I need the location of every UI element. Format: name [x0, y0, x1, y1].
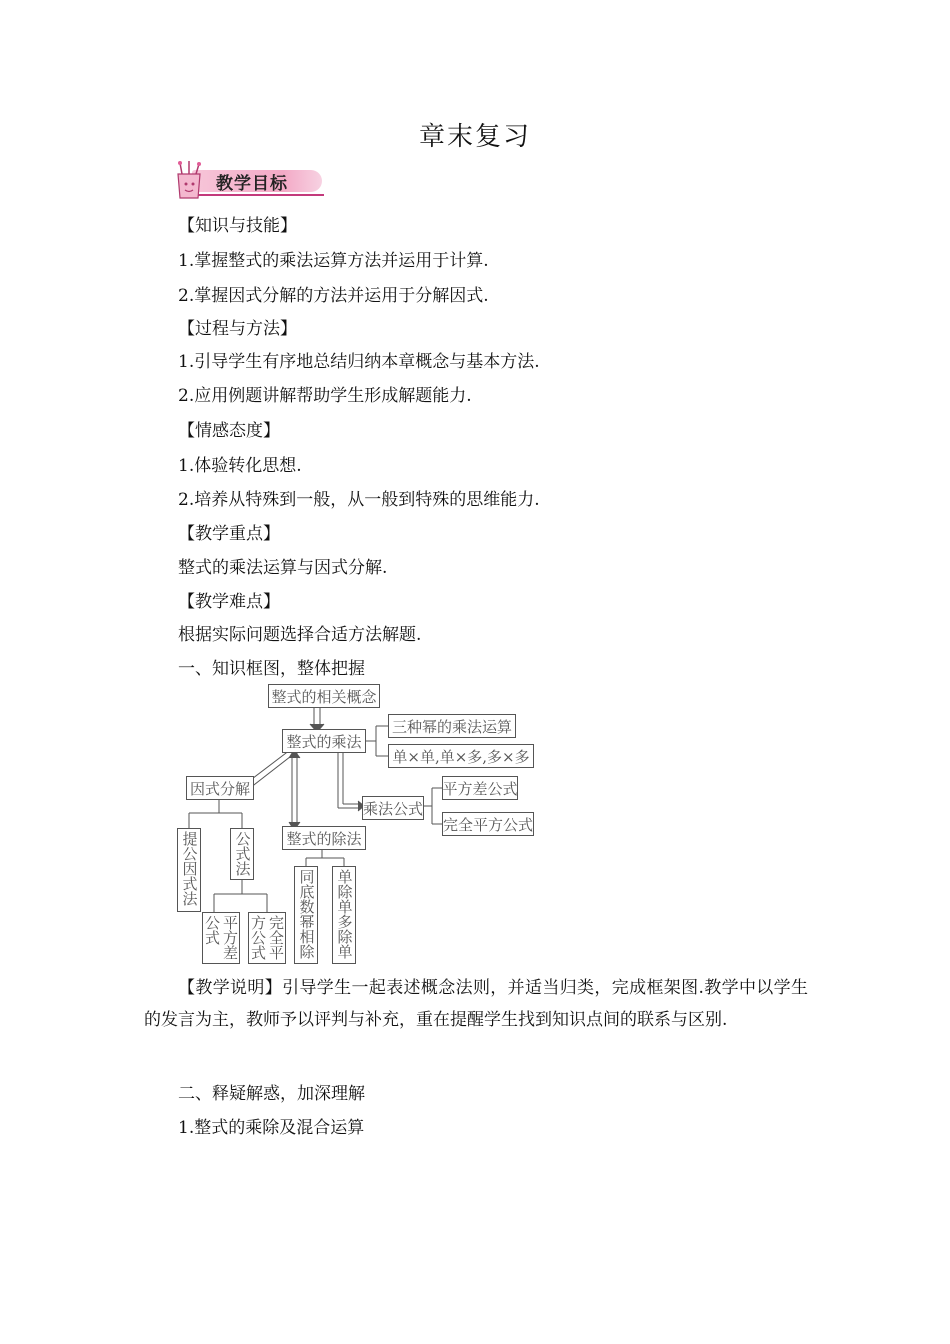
node-mono-div: 单除单多除单: [332, 866, 356, 964]
difficulty-header: 【教学难点】: [178, 592, 280, 612]
banner-underline: [192, 194, 324, 196]
node-extract-common: 提公因式法: [177, 828, 201, 912]
teaching-note-lead: 【教学说明】: [178, 978, 283, 998]
teaching-note-text: 引导学生一起表述概念法则，并适当归类，完成框架图.教学中以学生的发言为主，教师予以评判与补充，重在提醒学生找到知识点间的联系与区别.: [144, 978, 809, 1030]
node-division: 整式的除法: [282, 826, 366, 850]
knowledge-diagram: [172, 682, 542, 966]
banner-label: 教学目标: [216, 174, 288, 194]
node-formula-method: 公式法: [230, 828, 254, 880]
page-title: 章末复习: [418, 122, 531, 152]
node-perfect-square: 完全平方公式: [442, 812, 534, 836]
process-method-item-1: 1.引导学生有序地总结归纳本章概念与基本方法.: [178, 352, 540, 372]
subsection-1: 1.整式的乘除及混合运算: [178, 1118, 365, 1138]
node-sq-diff-vertical: 平方差公式: [202, 912, 240, 964]
node-related-concepts: 整式的相关概念: [268, 684, 380, 708]
knowledge-skill-item-2: 2.掌握因式分解的方法并运用于分解因式.: [178, 286, 489, 306]
key-point-text: 整式的乘法运算与因式分解.: [178, 558, 388, 578]
node-three-powers: 三种幂的乘法运算: [388, 714, 516, 738]
difficulty-text: 根据实际问题选择合适方法解题.: [178, 625, 422, 645]
process-method-item-2: 2.应用例题讲解帮助学生形成解题能力.: [178, 386, 472, 406]
node-perfect-sq-vertical: 完全平方公式: [248, 912, 286, 964]
pencil-cup-icon: [172, 160, 206, 200]
teaching-goals-banner: [172, 160, 324, 200]
key-point-header: 【教学重点】: [178, 524, 280, 544]
process-method-header: 【过程与方法】: [178, 319, 297, 339]
teaching-note: [144, 972, 808, 1036]
node-factorization: 因式分解: [186, 776, 254, 800]
emotion-attitude-item-2: 2.培养从特殊到一般，从一般到特殊的思维能力.: [178, 490, 540, 510]
emotion-attitude-item-1: 1.体验转化思想.: [178, 456, 302, 476]
node-same-base: 同底数幂相除: [294, 866, 318, 964]
knowledge-skill-header: 【知识与技能】: [178, 216, 297, 236]
part1-heading: 一、知识框图，整体把握: [178, 659, 365, 679]
emotion-attitude-header: 【情感态度】: [178, 421, 280, 441]
node-mult-formula: 乘法公式: [362, 796, 424, 820]
part2-heading: 二、释疑解惑，加深理解: [178, 1084, 365, 1104]
node-multiplication: 整式的乘法: [282, 729, 366, 753]
knowledge-skill-item-1: 1.掌握整式的乘法运算方法并运用于计算.: [178, 251, 489, 271]
node-diff-squares: 平方差公式: [442, 776, 518, 800]
node-mono-poly: 单×单,单×多,多×多: [388, 744, 534, 768]
